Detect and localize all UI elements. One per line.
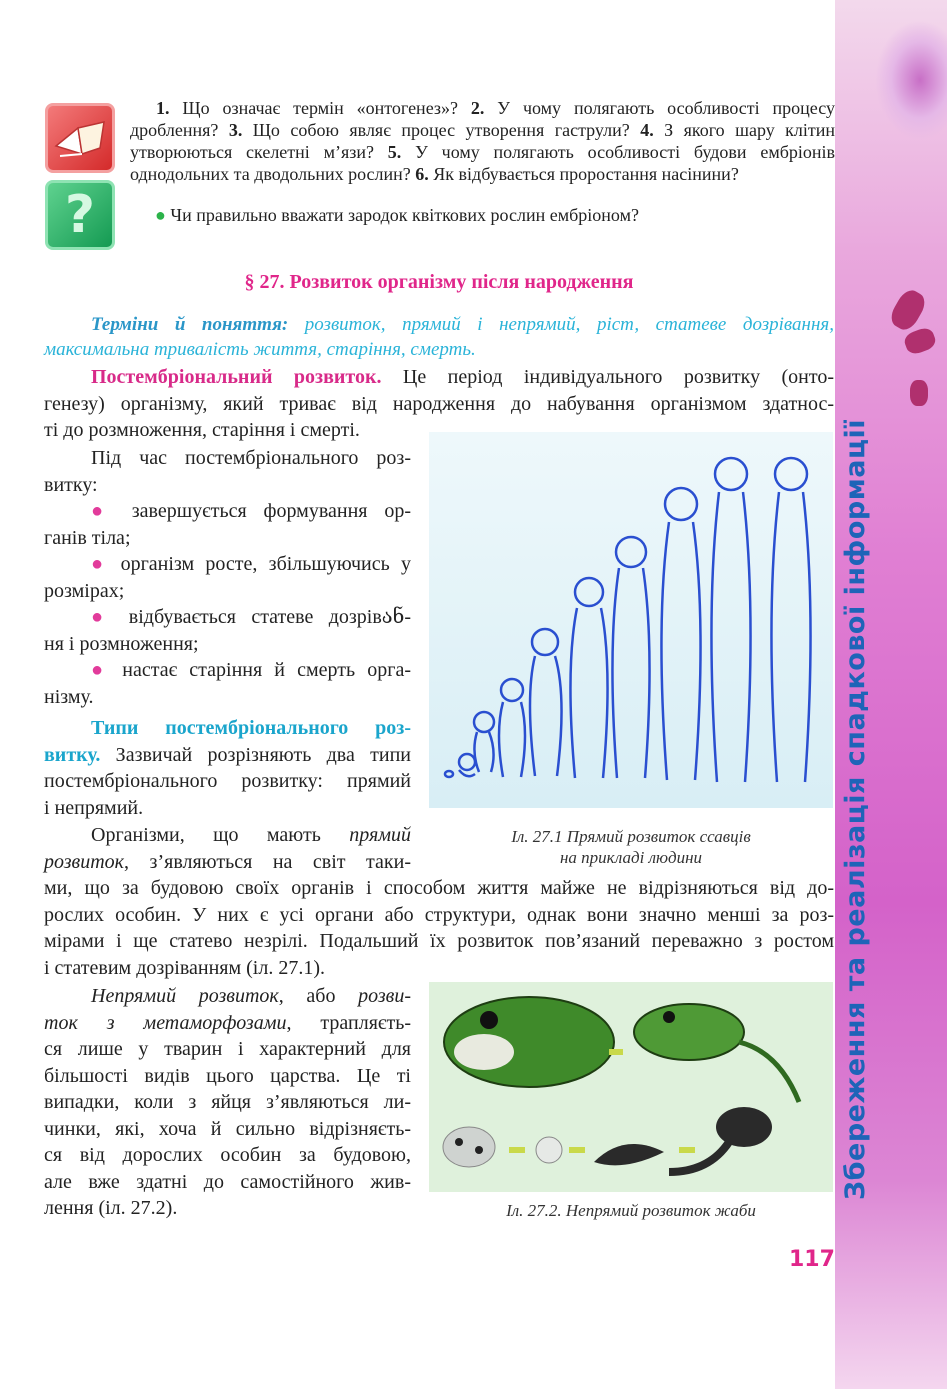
- list-item: ● організм росте, збільшуючись у: [91, 553, 411, 575]
- figure-caption-1: Іл. 27.1 Прямий розвиток ссавців на прикладі людини: [511, 827, 751, 867]
- section-heading: § 27. Розвиток організму після народження: [244, 271, 634, 293]
- human-development-illustration: [429, 432, 833, 808]
- list-item: ● настає старіння й смерть орга-: [91, 659, 411, 681]
- book-icon: [45, 103, 115, 173]
- paragraph-postembryonic: Постембріональний розвиток. Це період індивідуального розвитку (онто- генезу) організму, який триває від народження до набування організмом здатнос- ті до розмноження, старіння і смерті.: [44, 366, 834, 441]
- question-icon: ?: [45, 180, 115, 250]
- page-number: 117: [789, 1247, 835, 1272]
- frog-development-illustration: [429, 982, 833, 1192]
- paragraph-types: Типи постембріонального роз- витку. Зазвичай розрізняють два типи постембріонального розвитку: прямий і непрямий.: [44, 717, 411, 819]
- chromosome-image: [902, 326, 938, 357]
- problem-question: ● Чи правильно вважати зародок квіткових рослин ембріоном?: [155, 205, 639, 225]
- list-item: ● завершується формування ор-: [91, 500, 411, 522]
- figure-caption-2: Іл. 27.2. Непрямий розвиток жаби: [506, 1201, 756, 1220]
- bullet-icon: ●: [155, 205, 166, 225]
- review-questions: 1. Що означає термін «онтогенез»? 2. У чому полягають особливості процесу дроблення? 3. Що собою являє процес утворення гаструли? 4. З якого шару клітин утворюються скелетні м’язи? 5. У чому полягають особливості будови ембріонів однодольних та дводольних рослин? 6. Як відбувається проростання насінини?: [130, 98, 836, 184]
- chromosome-image: [887, 286, 930, 334]
- chromosome-image: [910, 380, 928, 406]
- human-silhouettes-image: [429, 432, 833, 808]
- list-item: ● відбувається статеве дозрівან-: [91, 606, 411, 628]
- chapter-title-vertical: Збереження та реалізація спадкової інформації: [840, 418, 871, 1200]
- cell-image: [875, 20, 947, 140]
- terms-and-concepts: Терміни й поняття: розвиток, прямий і непрямий, ріст, статеве дозрівання, максимальна тривалість життя, старіння, смерть.: [44, 314, 834, 360]
- postembryonic-list: Під час постембріонального роз- витку: ● завершується формування ор- ганів тіла; ● організм росте, збільшуючись у розмірах; ● відбувається статеве дозрівან- ня і розмноження; ● настає старіння й смерть орга- нізму.: [44, 447, 411, 708]
- paragraph-indirect: Непрямий розвиток, або розви- ток з метаморфозами, трапляєть- ся лише у тварин і характерний для більшості видів цього царства. Це ті випадки, коли з яйця з’являються ли- чинки, які, хоча й сильно відрізняєть- ся від дорослих особин за будовою, але вже здатні до самостійного жив- лення (іл. 27.2).: [44, 985, 411, 1219]
- paragraph-direct: Організми, що мають прямий розвиток, з’являються на світ таки- ми, що за будовою своїх органів і способом життя майже не відрізняються від до- рослих особин. У них є усі органи або структури, однак вони значно менші за роз- мірами і ще статево незрілі. Подальший їх розвиток пов’язаний переважно з ростом і статевим дозріванням (іл. 27.1).: [44, 824, 834, 979]
- frog-lifecycle-image: [429, 982, 833, 1192]
